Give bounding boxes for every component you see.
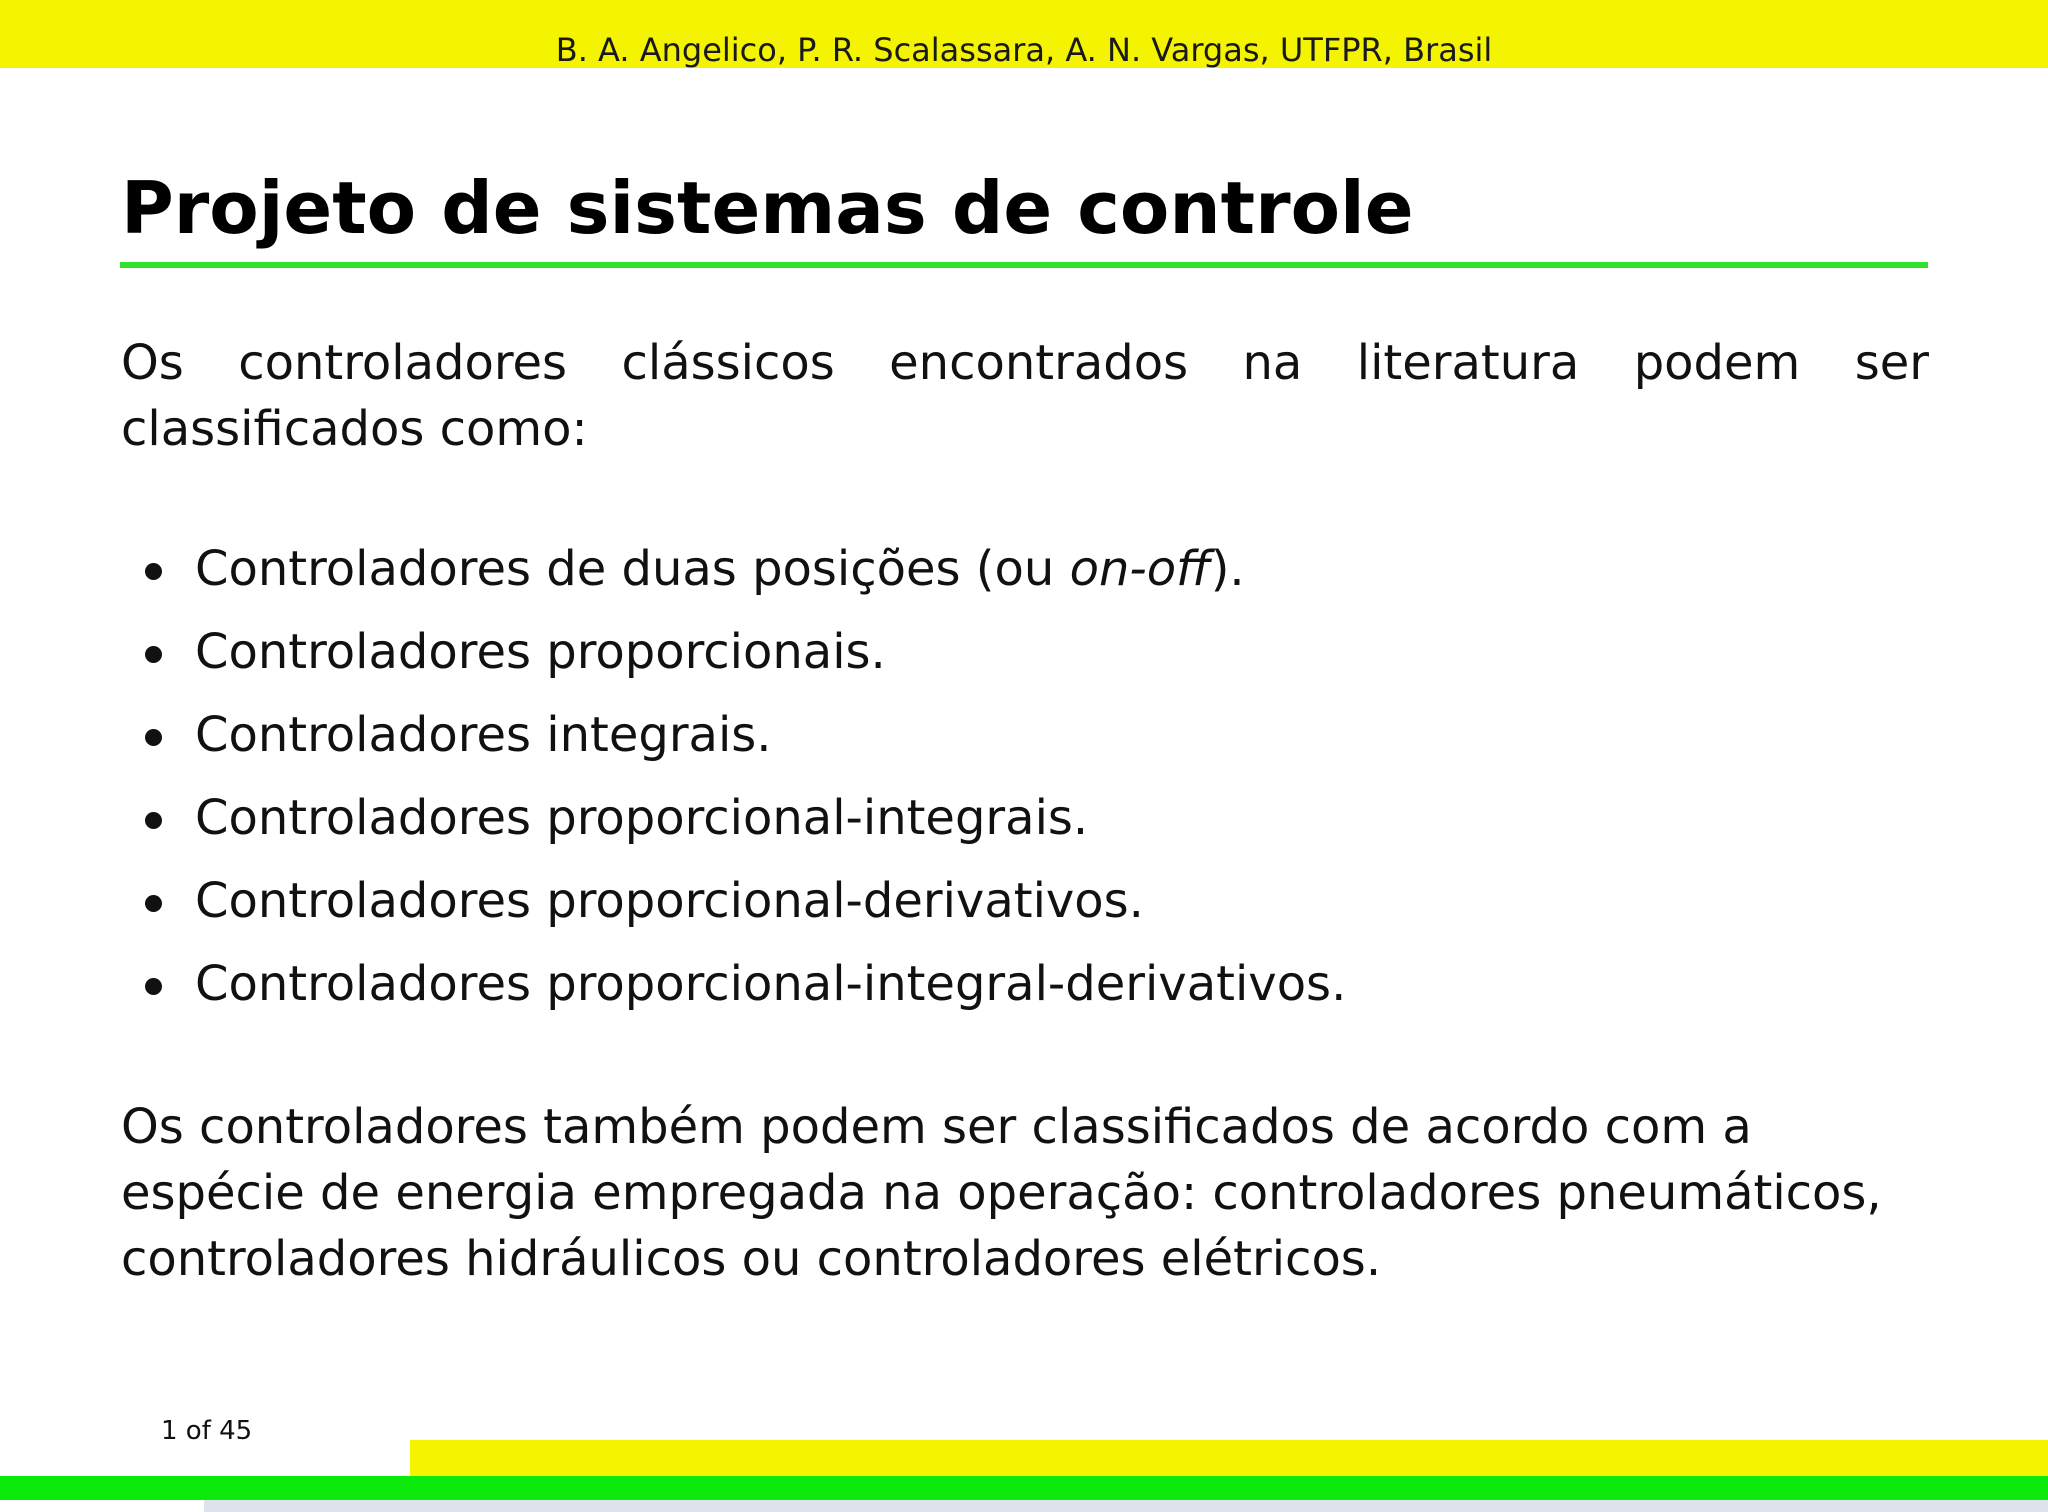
bullet-emphasis: on-off xyxy=(1069,541,1211,597)
footer-gray-band xyxy=(204,1500,2048,1512)
slide-title: Projeto de sistemas de controle xyxy=(121,166,1414,250)
bullet-icon xyxy=(145,646,162,663)
bullet-icon xyxy=(145,895,162,912)
bullet-icon xyxy=(145,812,162,829)
bullet-item-pid xyxy=(121,951,1821,1034)
bullet-text: Controladores integrais. xyxy=(195,707,772,763)
bullet-text: Controladores proporcional-integral-derivativos. xyxy=(195,956,1347,1012)
title-divider xyxy=(120,262,1928,268)
bullet-item-integral xyxy=(121,702,1821,785)
bullet-suffix: ). xyxy=(1210,541,1245,597)
page-number: 1 of 45 xyxy=(161,1416,253,1446)
bullet-text: Controladores proporcional-integrais. xyxy=(195,790,1089,846)
header-authors: B. A. Angelico, P. R. Scalassara, A. N. Vargas, UTFPR, Brasil xyxy=(555,31,1493,69)
bullet-icon xyxy=(145,978,162,995)
footer-green-band xyxy=(0,1476,2048,1500)
bullet-icon xyxy=(145,563,162,580)
bullet-icon xyxy=(145,729,162,746)
intro-paragraph: Os controladores clássicos encontrados na literatura podem ser classificados como: xyxy=(121,335,1929,457)
controller-types-list xyxy=(121,536,1821,1034)
bullet-text: Controladores proporcional-derivativos. xyxy=(195,873,1144,929)
bullet-item-on-off xyxy=(121,536,1821,619)
bullet-item-pd xyxy=(121,868,1821,951)
bullet-item-proportional xyxy=(121,619,1821,702)
bullet-text: Controladores proporcionais. xyxy=(195,624,886,680)
closing-paragraph: Os controladores também podem ser classificados de acordo com a espécie de energia empregada na operação: controladores pneumáticos, controladores hidráulicos ou controladores elétricos. xyxy=(121,1099,1882,1287)
footer-yellow-band xyxy=(410,1440,2048,1476)
bullet-text: Controladores de duas posições (ou xyxy=(195,541,1070,597)
bullet-item-pi xyxy=(121,785,1821,868)
